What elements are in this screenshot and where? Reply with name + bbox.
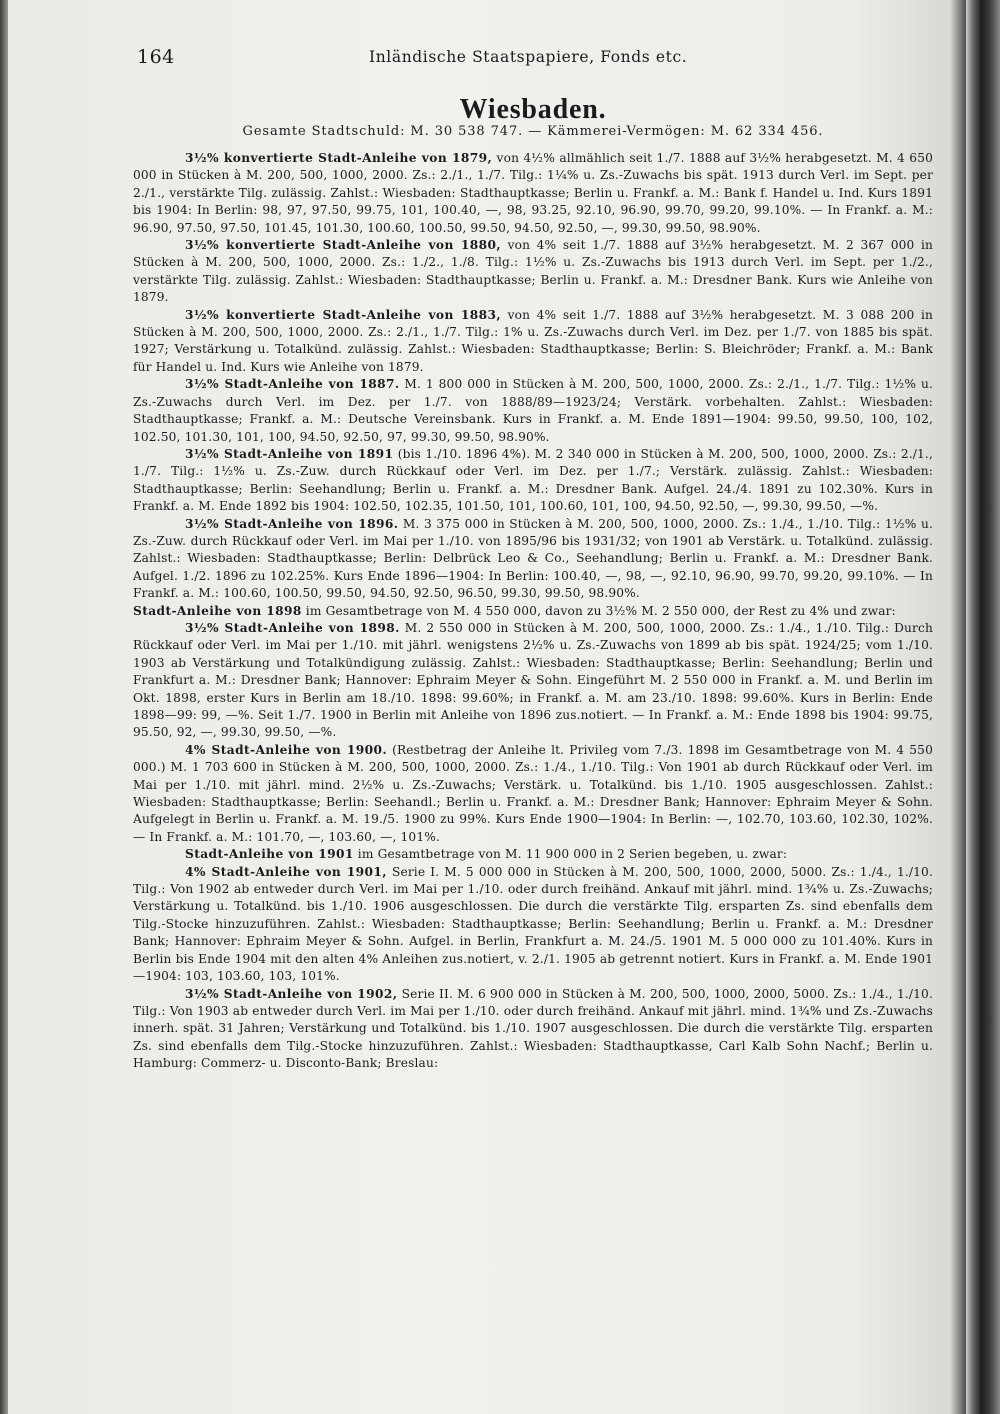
entry-1898-overview [133,603,933,620]
entry-text: im Gesamtbetrage von M. 4 550 000, davon zu 3½% M. 2 550 000, der Rest zu 4% und zwar: [305,603,896,618]
entry-text: von 4% seit 1./7. 1888 auf 3½% herabgesetzt. M. 3 088 200 in Stücken à M. 200, 500, 1000, 2000. Zs.: 2./1., 1./7. Tilg.: 1% u. Zs.-Zuwachs durch Verl. im Dez. per 1./7. von 1885 bis spät. 1927; Verstärkung u. Totalkünd. zulässig. Zahlst.: Wiesbaden: Stadthauptkasse; Berlin: S. Bleichröder; Frankf. a. M.: Bank für Handel u. Ind. Kurs wie Anleihe von 1879. [133,307,933,374]
entry-text: von 4% seit 1./7. 1888 auf 3½% herabgesetzt. M. 2 367 000 in Stücken à M. 200, 500, 1000, 2000. Zs.: 1./2., 1./8. Tilg.: 1½% u. Zs.-Zuwachs bis 1913 durch Verl. im Sept. per 1./2., verstärkte Tilg. zulässig. Zahlst.: Wiesbaden: Stadthauptkasse; Berlin u. Frankf. a. M.: Dresdner Bank. Kurs wie Anleihe von 1879. [133,238,933,305]
entry-1880 [133,237,933,307]
entry-heading: Stadt-Anleihe von 1901 [185,847,354,862]
entry-1891 [133,446,933,516]
entry-text: M. 3 375 000 in Stücken à M. 200, 500, 1000, 2000. Zs.: 1./4., 1./10. Tilg.: 1½% u. Zs.-Zuw. durch Rückkauf oder Verl. im Mai per 1./10. von 1895/96 bis 1931/32; von 1901 ab Verstärk. u. Totalkünd. zulässig. Zahlst.: Wiesbaden: Stadthauptkasse; Berlin: Delbrück Leo & Co., Seehandlung; Berlin u. Frankf. a. M.: Dresdner Bank. Aufgel. 1./2. 1896 zu 102.25%. Kurs Ende 1896—1904: In Berlin: 100.40, —, 98, —, 92.10, 96.90, 99.70, 99.20, 99.10%. — In Frankf. a. M.: 100.60, 100.50, 99.50, 94.50, 92.50, 96.50, 99.30, 99.50, 98.90%. [133,516,933,601]
entries-body [133,150,933,1073]
entry-heading: 3½% konvertierte Stadt-Anleihe von 1883, [185,307,502,322]
entry-1887 [133,376,933,446]
entry-1902 [133,986,933,1073]
entry-1898 [133,620,933,742]
entry-heading: 3½% Stadt-Anleihe von 1887. [185,377,400,392]
entry-text: Serie II. M. 6 900 000 in Stücken à M. 200, 500, 1000, 2000, 5000. Zs.: 1./4., 1./10. Tilg.: Von 1903 ab entweder durch Verl. im Mai per 1./10. oder durch freihänd. Ankauf mit jährl. mind. 1¾% und Zs.-Zuwachs innerh. spät. 31 Jahren; Verstärkung und Totalkünd. bis 1./10. 1907 ausgeschlossen. Die durch die verstärkte Tilg. ersparten Zs. sind ebenfalls dem Tilg.-Stocke hinzuzuführen. Zahlst.: Wiesbaden: Stadthauptkasse, Carl Kalb Sohn Nachf.; Berlin u. Hamburg: Commerz- u. Disconto-Bank; Breslau: [133,986,933,1071]
book-spine-shadow [966,0,1000,1414]
entry-heading: Stadt-Anleihe von 1898 [133,603,302,618]
entry-1879 [133,150,933,237]
page-left-edge [0,0,8,1414]
entry-heading: 4% Stadt-Anleihe von 1901, [185,864,387,879]
entry-1901 [133,864,933,986]
entry-text: M. 2 550 000 in Stücken à M. 200, 500, 1000, 2000. Zs.: 1./4., 1./10. Tilg.: Durch Rückkauf oder Verl. im Mai per 1./10. mit jährl. wenigstens 2½% u. Zs.-Zuwachs von 1899 ab bis spät. 1924/25; vom 1./10. 1903 ab Verstärkung und Totalkündigung zulässig. Zahlst.: Wiesbaden: Stadthauptkasse; Berlin: Seehandlung; Berlin und Frankfurt a. M.: Dresdner Bank; Hannover: Ephraim Meyer & Sohn. Eingeführt M. 2 550 000 in Frankf. a. M. und Berlin im Okt. 1898, erster Kurs in Berlin am 18./10. 1898: 99.60%; in Frankf. a. M. am 23./10. 1898: 99.60%. Kurs in Berlin: Ende 1898—99: 99, —%. Seit 1./7. 1900 in Berlin mit Anleihe von 1896 zus.notiert. — In Frankf. a. M.: Ende 1898 bis 1904: 99.75, 95.50, 92, —, 99.30, 99.50, —%. [133,620,933,740]
entry-text: im Gesamtbetrage von M. 11 900 000 in 2 Serien begeben, u. zwar: [357,847,788,862]
section-title: Wiesbaden. [459,94,607,125]
debt-summary: Gesamte Stadtschuld: M. 30 538 747. — Kämmerei-Vermögen: M. 62 334 456. [242,124,824,139]
entry-1896 [133,516,933,603]
entry-heading: 3½% konvertierte Stadt-Anleihe von 1880, [185,238,502,253]
entry-heading: 3½% Stadt-Anleihe von 1898. [185,620,400,635]
entry-1883 [133,307,933,377]
entry-heading: 3½% Stadt-Anleihe von 1896. [185,516,399,531]
entry-heading: 4% Stadt-Anleihe von 1900. [185,742,388,757]
entry-text: Serie I. M. 5 000 000 in Stücken à M. 200, 500, 1000, 2000, 5000. Zs.: 1./4., 1./10. Tilg.: Von 1902 ab entweder durch Verl. im Mai per 1./10. oder durch freihänd. Ankauf mit jährl. mind. 1¾% u. Zs.-Zuwachs; Verstärkung u. Totalkünd. bis 1./10. 1906 ausgeschlossen. Die durch die verstärkte Tilg. ersparten Zs. sind ebenfalls dem Tilg.-Stocke hinzuzuführen. Zahlst.: Wiesbaden: Stadthauptkasse; Berlin: Seehandlung; Berlin u. Frankf. a. M.: Dresdner Bank; Hannover: Ephraim Meyer & Sohn. Aufgel. in Berlin, Frankfurt a. M. 24./5. 1901 M. 5 000 000 zu 101.40%. Kurs in Berlin bis Ende 1904 mit den alten 4% Anleihen zus.notiert, v. 2./1. 1905 ab getrennt notiert. Kurs in Frankf. a. M. Ende 1901—1904: 103, 103.60, 103, 101%. [133,864,933,984]
running-head [133,46,933,70]
entry-heading: 3½% Stadt-Anleihe von 1902, [185,986,398,1001]
running-title: Inländische Staatspapiere, Fonds etc. [369,48,688,66]
entry-heading: 3½% konvertierte Stadt-Anleihe von 1879, [185,151,493,165]
entry-text: M. 1 800 000 in Stücken à M. 200, 500, 1000, 2000. Zs.: 2./1., 1./7. Tilg.: 1½% u. Zs.-Zuwachs durch Verl. im Dez. per 1./7. von 1888/89—1923/24; Verstärk. vorbehalten. Zahlst.: Wiesbaden: Stadthauptkasse; Frankf. a. M.: Deutsche Vereinsbank. Kurs in Frankf. a. M. Ende 1891—1904: 99.50, 99.50, 100, 102, 102.50, 101.30, 101, 100, 94.50, 92.50, 97, 99.30, 99.50, 98.90%. [133,377,933,444]
entry-text: von 4½% allmählich seit 1./7. 1888 auf 3½% herabgesetzt. M. 4 650 000 in Stücken à M. 200, 500, 1000, 2000. Zs.: 2./1., 1./7. Tilg.: 1¼% u. Zs.-Zuwachs bis spät. 1913 durch Verl. im Sept. per 2./1., verstärkte Tilg. zulässig. Zahlst.: Wiesbaden: Stadthauptkasse; Berlin u. Frankf. a. M.: Bank f. Handel u. Ind. Kurs 1891 bis 1904: In Berlin: 98, 97, 97.50, 99.75, 101, 100.40, —, 98, 93.25, 92.10, 96.90, 99.70, 99.20, 99.10%. — In Frankf. a. M.: 96.90, 97.50, 97.50, 101.45, 101.30, 100.60, 100.50, 99.50, 94.50, 92.50, —, 99.30, 99.50, 98.90%. [133,151,933,235]
entry-1900 [133,742,933,846]
entry-1901-overview [133,846,933,863]
page-number: 164 [137,46,175,68]
entry-text: (bis 1./10. 1896 4%). M. 2 340 000 in Stücken à M. 200, 500, 1000, 2000. Zs.: 2./1., 1./7. Tilg.: 1½% u. Zs.-Zuw. durch Rückkauf oder Verl. im Dez. per 1./7.; Verstärk. zulässig. Zahlst.: Wiesbaden: Stadthauptkasse; Berlin: Seehandlung; Berlin u. Frankf. a. M.: Dresdner Bank. Aufgel. 24./4. 1891 zu 102.30%. Kurs in Frankf. a. M. Ende 1892 bis 1904: 102.50, 102.35, 101.50, 101, 100.60, 101, 100, 94.50, 92.50, —, 99.30, 99.50, —%. [133,446,933,514]
entry-text: (Restbetrag der Anleihe lt. Privileg vom 7./3. 1898 im Gesamtbetrage von M. 4 550 000.) M. 1 703 600 in Stücken à M. 200, 500, 1000, 2000. Zs.: 1./4., 1./10. Tilg.: Von 1901 ab durch Rückkauf oder Verl. im Mai per 1./10. mit jährl. mind. 2½% u. Zs.-Zuwachs; Verstärk. u. Totalkünd. bis 1./10. 1905 ausgeschlossen. Zahlst.: Wiesbaden: Stadthauptkasse; Berlin: Seehandl.; Berlin u. Frankf. a. M.: Dresdner Bank; Hannover: Ephraim Meyer & Sohn. Aufgelegt in Berlin u. Frankf. a. M. 19./5. 1900 zu 99%. Kurs Ende 1900—1904: In Berlin: —, 102.70, 103.60, 102.30, 102%. — In Frankf. a. M.: 101.70, —, 103.60, —, 101%. [133,742,933,844]
entry-heading: 3½% Stadt-Anleihe von 1891 [185,446,394,461]
